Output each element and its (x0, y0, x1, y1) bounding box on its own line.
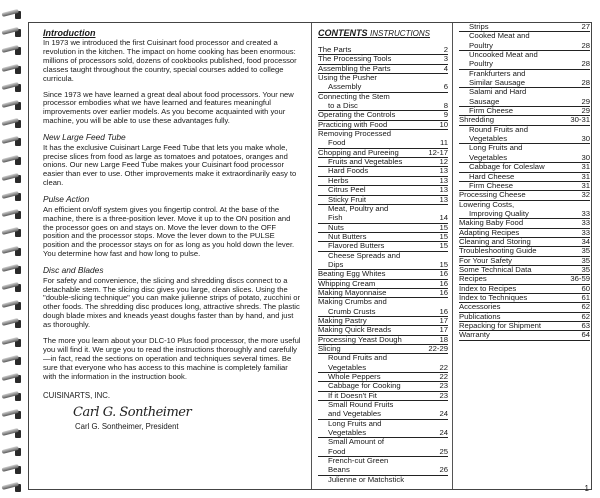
contents-entry-page (568, 144, 590, 152)
contents-entry-label: Vegetables (469, 153, 508, 162)
contents-entry-page: 24 (439, 409, 448, 419)
contents-entry-label: Flavored Butters (328, 242, 385, 251)
contents-entry-label: Food (328, 447, 346, 456)
disc-blades-paragraph: For safety and convenience, the slicing and shredding discs connect to a detachable stem. The slicing disc gives you large, clean slices. Using the "double-slicing technique" you can make julienne strips of potato, zucchini or other foods. The shredding disc produces long, attractive shreds. The plastic dough blade mixes and kneads yeast doughs faster than by hand, and just as thoroughly. (43, 275, 300, 330)
contents-entry-label: Index to Recipes (459, 284, 517, 293)
contents-entry (459, 60, 590, 69)
contents-entry-label: Slicing (318, 345, 341, 353)
contents-entry-page: 12 (439, 157, 448, 167)
contents-entry-page (426, 401, 448, 409)
contents-entry-page (426, 354, 448, 362)
contents-entry-label: Salami and Hard (469, 88, 527, 97)
contents-entry-label: Dips (328, 260, 344, 269)
contents-column-2 (453, 23, 594, 489)
contents-entry (318, 224, 448, 233)
contents-entry-page: 31 (581, 180, 590, 190)
company-name: CUISINARTS, INC. (43, 390, 111, 400)
contents-entry (318, 289, 448, 298)
contents-entry-page (426, 476, 448, 484)
contents-entry (459, 88, 590, 97)
contents-entry-page: 12-17 (428, 147, 448, 157)
feed-tube-paragraph: It has the exclusive Cuisinart Large Feed Tube that lets you make whole, precise slices from food as large as tomatoes and potatoes, oranges and onions. Our new Large Feed Tube makes your Cuisinart food processor easier than ever to use. Other improvements make it extraordinarily easy to clean. (43, 142, 297, 188)
contents-entry (318, 149, 448, 158)
contents-entry-label: The Parts (318, 46, 352, 54)
contents-entry (459, 116, 590, 125)
spiral-coil (2, 410, 24, 420)
contents-entry-page: 14 (439, 213, 448, 223)
contents-entry-label: Frankfurters and (469, 69, 526, 78)
contents-entry-page: 16 (439, 287, 448, 297)
contents-entry (318, 457, 448, 466)
contents-entry-page: 16 (439, 306, 448, 316)
contents-entry-label: Sticky Fruit (328, 195, 367, 204)
contents-entry (459, 79, 590, 88)
contents-entry (318, 392, 448, 401)
contents-entry (459, 182, 590, 191)
contents-entry-page: 3 (443, 54, 448, 64)
contents-column-1 (312, 23, 453, 489)
contents-entry (459, 219, 590, 228)
contents-entry-label: Poultry (469, 41, 493, 50)
contents-entry (459, 126, 590, 135)
contents-entry-page: 13 (439, 175, 448, 185)
contents-entry-page (568, 70, 590, 78)
contents-entry-page: 60 (581, 283, 590, 293)
contents-entry-page: 35 (581, 255, 590, 265)
contents-entry (318, 410, 448, 419)
contents-entry-label: Warranty (459, 331, 490, 340)
spiral-coil (2, 119, 24, 129)
contents-entry-label: Strips (469, 23, 489, 31)
contents-entry-page (426, 252, 448, 260)
contents-entry-page: 30-31 (570, 115, 590, 125)
spiral-coil (2, 28, 24, 38)
contents-entry (318, 345, 448, 354)
contents-entry (459, 275, 590, 284)
spiral-coil (2, 156, 24, 166)
contents-entry-page: 6 (443, 82, 448, 92)
contents-entry-label: Firm Cheese (469, 181, 514, 190)
contents-entry (318, 252, 448, 261)
contents-entry (459, 303, 590, 312)
contents-entry-label: Vegetables (469, 135, 508, 144)
contents-list-1 (318, 46, 448, 485)
contents-entry-page: 63 (581, 321, 590, 330)
contents-entry-label: Uncooked Meat and (469, 51, 538, 60)
contents-entry-page: 23 (439, 381, 448, 391)
contents-entry-page: 4 (443, 63, 448, 73)
contents-entry-page: 28 (581, 59, 590, 69)
contents-entry-label: Herbs (328, 176, 349, 185)
contents-entry-page: 15 (439, 231, 448, 241)
contents-entry (459, 163, 590, 172)
spiral-coil (2, 228, 24, 238)
contents-entry-label: Small Round Fruits (328, 401, 394, 410)
contents-entry-page (568, 32, 590, 40)
contents-entry-page: 64 (581, 330, 590, 340)
contents-entry-page: 15 (439, 241, 448, 251)
disc-blades-heading: Disc and Blades (43, 265, 104, 276)
contents-subtitle: INSTRUCTIONS (370, 29, 431, 38)
contents-entry-label: Long Fruits and (469, 144, 523, 153)
contents-entry (318, 65, 448, 74)
contents-entry (318, 448, 448, 457)
contents-entry (318, 55, 448, 64)
contents-entry-label: French-cut Green (328, 457, 389, 466)
introduction-column (29, 23, 311, 489)
contents-entry-page: 17 (439, 325, 448, 335)
contents-entry-page (426, 205, 448, 213)
contents-entry-page: 31 (581, 171, 590, 181)
contents-entry (459, 257, 590, 266)
spiral-coil (2, 301, 24, 311)
contents-entry-label: The Processing Tools (318, 55, 392, 64)
spiral-coil (2, 483, 24, 493)
contents-entry (318, 401, 448, 410)
contents-entry (459, 201, 590, 210)
contents-entry (459, 32, 590, 41)
contents-entry-page: 15 (439, 259, 448, 269)
contents-entry-label: Nut Butters (328, 232, 367, 241)
pulse-action-paragraph: An efficient on/off system gives you fingertip control. At the base of the machine, there is a three-position lever. Move it up to the ON position and the processor goes on and stays on. Move the lever down to the OFF position and the processor stops. Move the lever down to the PULSE position and the processor stays on for as long as you hold down the lever. You determine how fast and how long to pulse. (43, 204, 295, 259)
contents-entry (318, 438, 448, 447)
contents-entry (318, 186, 448, 195)
contents-entry (459, 210, 590, 219)
contents-entry (318, 280, 448, 289)
spiral-coil (2, 137, 24, 147)
spiral-coil (2, 392, 24, 402)
spiral-coil (2, 429, 24, 439)
contents-entry (318, 466, 448, 475)
contents-entry-label: Adapting Recipes (459, 228, 520, 237)
contents-entry-page: 36-59 (570, 274, 590, 284)
contents-entry-page (426, 420, 448, 428)
spiral-coil (2, 101, 24, 111)
contents-entry-page: 13 (439, 185, 448, 195)
contents-entry (318, 476, 448, 485)
contents-entry-page: 8 (443, 101, 448, 111)
spiral-binding (0, 0, 26, 498)
contents-entry-page (568, 201, 590, 209)
contents-entry (318, 326, 448, 335)
contents-entry-page: 16 (439, 278, 448, 288)
contents-entry-label: Cabbage for Coleslaw (469, 163, 545, 172)
contents-entry-page: 30 (581, 152, 590, 162)
contents-entry (318, 298, 448, 307)
spiral-coil (2, 319, 24, 329)
contents-entry (318, 270, 448, 279)
contents-entry-page: 13 (439, 194, 448, 204)
contents-entry (318, 317, 448, 326)
contents-entry-label: Small Amount of (328, 438, 384, 447)
contents-entry (318, 214, 448, 223)
contents-entry-label: Using the Pusher (318, 74, 377, 83)
contents-entry (318, 354, 448, 363)
contents-entry (318, 111, 448, 120)
contents-entry (459, 51, 590, 60)
contents-entry-page: 27 (581, 22, 590, 31)
feed-tube-heading: New Large Feed Tube (43, 132, 126, 143)
contents-entry-page: 33 (581, 208, 590, 218)
contents-entry-label: Making Pastry (318, 316, 367, 325)
contents-entry (459, 135, 590, 144)
contents-entry-page: 2 (443, 45, 448, 54)
contents-entry (318, 242, 448, 251)
contents-entry-page: 25 (439, 446, 448, 456)
contents-entry-label: Fruits and Vegetables (328, 158, 403, 167)
contents-entry (318, 420, 448, 429)
contents-entry (318, 102, 448, 111)
contents-entry-label: Firm Cheese (469, 107, 514, 116)
contents-entry-label: to a Disc (328, 102, 358, 111)
contents-entry (459, 42, 590, 51)
contents-entry-label: Vegetables (328, 429, 367, 438)
contents-entry-page: 29 (581, 106, 590, 116)
intro-paragraph-1: In 1973 we introduced the first Cuisinart food processor and created a revolution in the kitchen. The impact on home cooking has been enormous: millions of processors sold, dozens of cookbooks published, food processor classes taught throughout the country, special courses added to college curricula. (43, 38, 297, 83)
contents-entry-page: 23 (439, 390, 448, 400)
contents-entry-page: 31 (581, 162, 590, 172)
contents-entry-page: 15 (439, 222, 448, 232)
spiral-coil (2, 83, 24, 93)
contents-entry-label: Round Fruits and (469, 125, 528, 134)
contents-entry-page (568, 88, 590, 96)
contents-entry-page: 35 (581, 246, 590, 256)
contents-entry-page: 35 (581, 264, 590, 274)
contents-entry-page (426, 298, 448, 306)
contents-entry (459, 294, 590, 303)
spiral-coil (2, 46, 24, 56)
spiral-coil (2, 265, 24, 275)
contents-title: CONTENTS (318, 28, 368, 38)
spiral-coil (2, 465, 24, 475)
contents-entry-label: Accessories (459, 303, 501, 312)
contents-entry-page (426, 457, 448, 465)
contents-entry-label: Similar Sausage (469, 79, 525, 88)
spiral-coil (2, 10, 24, 20)
spiral-coil (2, 174, 24, 184)
contents-entry (459, 154, 590, 163)
contents-entry-label: Long Fruits and (328, 419, 382, 428)
contents-entry-label: Cabbage for Cooking (328, 382, 401, 391)
contents-entry-label: Beating Egg Whites (318, 270, 386, 279)
contents-entry-label: Processing Cheese (459, 191, 526, 200)
intro-paragraph-2: Since 1973 we have learned a great deal about food processors. Your new processor embodies what we have learned and features meaningful improvements over earlier models. As you become acquainted with your machine, you will be able to use these advantages fully. (43, 89, 294, 126)
contents-entry (318, 177, 448, 186)
contents-entry-page: 28 (581, 40, 590, 50)
contents-entry (318, 74, 448, 83)
page-number: 1 (584, 484, 589, 493)
contents-entry (459, 144, 590, 153)
contents-entry (459, 313, 590, 322)
contents-entry-page: 17 (439, 315, 448, 325)
contents-entry-label: Making Mayonnaise (318, 288, 387, 297)
contents-entry-label: Recipes (459, 275, 487, 284)
contents-entry-label: Making Crumbs and (318, 298, 387, 307)
contents-entry (318, 364, 448, 373)
contents-entry-page: 61 (581, 292, 590, 302)
contents-entry-label: Cheese Spreads and (328, 251, 401, 260)
contents-entry-page: 29 (581, 96, 590, 106)
contents-entry-label: If it Doesn't Fit (328, 391, 377, 400)
contents-entry-page: 32 (581, 190, 590, 200)
contents-entry (318, 429, 448, 438)
signer-name: Carl G. Sontheimer, President (75, 422, 179, 432)
contents-entry-page: 22 (439, 362, 448, 372)
contents-entry-page (426, 130, 448, 138)
contents-entry (459, 238, 590, 247)
contents-entry-label: Sausage (469, 97, 500, 106)
contents-entry-label: Meat, Poultry and (328, 204, 389, 213)
contents-entry-label: Chopping and Pureeing (318, 148, 399, 157)
contents-entry (459, 322, 590, 331)
spiral-coil (2, 283, 24, 293)
spiral-coil (2, 447, 24, 457)
contents-entry-page: 62 (581, 302, 590, 312)
contents-entry-label: Operating the Controls (318, 111, 396, 120)
contents-entry-label: Crumb Crusts (328, 307, 376, 316)
contents-entry-page: 33 (581, 218, 590, 228)
contents-entry-label: Julienne or Matchstick (328, 475, 405, 484)
contents-entry-page: 10 (439, 119, 448, 129)
contents-entry (459, 247, 590, 256)
contents-entry (318, 158, 448, 167)
contents-entry-page: 11 (440, 138, 448, 148)
contents-entry-page (426, 93, 448, 101)
contents-entry (459, 173, 590, 182)
contents-entry-label: Food (328, 139, 346, 148)
contents-entry (318, 382, 448, 391)
contents-entry (459, 70, 590, 79)
contents-entry-page (568, 126, 590, 134)
contents-entry-page: 9 (443, 110, 448, 120)
contents-entry (318, 130, 448, 139)
contents-entry-page: 62 (581, 311, 590, 321)
contents-entry-label: Nuts (328, 223, 344, 232)
contents-entry (459, 23, 590, 32)
contents-entry (459, 285, 590, 294)
contents-entry-page: 26 (439, 465, 448, 475)
contents-entry-label: Fish (328, 214, 343, 223)
contents-entry-page: 22 (439, 372, 448, 382)
contents-entry-label: and Vegetables (328, 410, 382, 419)
contents-entry (459, 331, 590, 340)
contents-entry-page (426, 438, 448, 446)
contents-entry-label: Lowering Costs, (459, 200, 515, 209)
contents-entry-page: 28 (581, 78, 590, 88)
contents-entry (459, 229, 590, 238)
contents-entry (318, 308, 448, 317)
contents-entry-label: Beans (328, 466, 350, 475)
spiral-coil (2, 192, 24, 202)
contents-entry-page: 30 (581, 134, 590, 144)
contents-entry (318, 261, 448, 270)
spiral-coil (2, 356, 24, 366)
contents-entry-label: Index to Techniques (459, 293, 528, 302)
contents-entry-page: 34 (581, 236, 590, 246)
contents-list-2 (459, 23, 590, 341)
contents-entry-label: Improving Quality (469, 209, 529, 218)
contents-entry-label: Connecting the Stem (318, 92, 390, 101)
contents-entry-page: 24 (439, 428, 448, 438)
contents-entry-label: Publications (459, 312, 501, 321)
contents-entry-label: Making Baby Food (459, 219, 524, 228)
contents-entry (318, 121, 448, 130)
spiral-coil (2, 65, 24, 75)
contents-entry-label: Poultry (469, 60, 493, 69)
contents-entry (318, 46, 448, 55)
closing-paragraph: The more you learn about your DLC-10 Plus food processor, the more useful you will find it. We urge you to read the instructions thoroughly and carefully—in fact, read the sections on operation and techniques several times. Be sure that everyone who has access to this machine is completely familiar with the information in the instruction book. (43, 336, 301, 381)
contents-entry-label: Hard Cheese (469, 172, 515, 181)
contents-entry (459, 98, 590, 107)
contents-entry (318, 205, 448, 214)
contents-entry-label: Cleaning and Storing (459, 237, 531, 246)
spiral-coil (2, 210, 24, 220)
contents-entry-page: 22-29 (428, 344, 448, 353)
contents-entry-label: For Your Safety (459, 256, 512, 265)
contents-entry-label: Whole Peppers (328, 373, 381, 382)
contents-entry-page: 18 (439, 334, 448, 344)
contents-entry (318, 233, 448, 242)
contents-entry-label: Removing Processed (318, 130, 392, 139)
introduction-heading: Introduction (43, 28, 96, 38)
contents-entry-label: Vegetables (328, 363, 367, 372)
contents-entry-label: Troubleshooting Guide (459, 247, 537, 256)
contents-entry-label: Citrus Peel (328, 186, 366, 195)
contents-entry (318, 93, 448, 102)
contents-entry-label: Shredding (459, 116, 495, 125)
signature-image: Carl G. Sontheimer (73, 404, 192, 420)
contents-entry (318, 167, 448, 176)
contents-entry-page: 33 (581, 227, 590, 237)
contents-entry-page: 13 (439, 166, 448, 176)
contents-heading (318, 28, 448, 39)
contents-entry-label: Practicing with Food (318, 120, 388, 129)
contents-entry-label: Some Technical Data (459, 265, 532, 274)
contents-entry-label: Cooked Meat and (469, 32, 530, 41)
contents-entry-label: Hard Foods (328, 167, 369, 176)
contents-entry-label: Assembling the Parts (318, 64, 391, 73)
manual-page (28, 22, 592, 493)
contents-entry-label: Round Fruits and (328, 354, 387, 363)
contents-entry (318, 196, 448, 205)
contents-entry-page (568, 51, 590, 59)
contents-entry-page: 16 (439, 269, 448, 279)
contents-section (311, 23, 594, 489)
spiral-coil (2, 374, 24, 384)
contents-entry (318, 83, 448, 92)
spiral-coil (2, 338, 24, 348)
contents-entry-label: Making Quick Breads (318, 326, 392, 335)
contents-entry-label: Assembly (328, 83, 362, 92)
contents-entry (459, 191, 590, 200)
pulse-action-heading: Pulse Action (43, 194, 90, 205)
spiral-coil (2, 247, 24, 257)
contents-entry (318, 373, 448, 382)
contents-entry-label: Processing Yeast Dough (318, 335, 402, 344)
contents-entry-label: Repacking for Shipment (459, 322, 542, 330)
contents-entry-page (426, 74, 448, 82)
contents-entry-label: Whipping Cream (318, 279, 376, 288)
